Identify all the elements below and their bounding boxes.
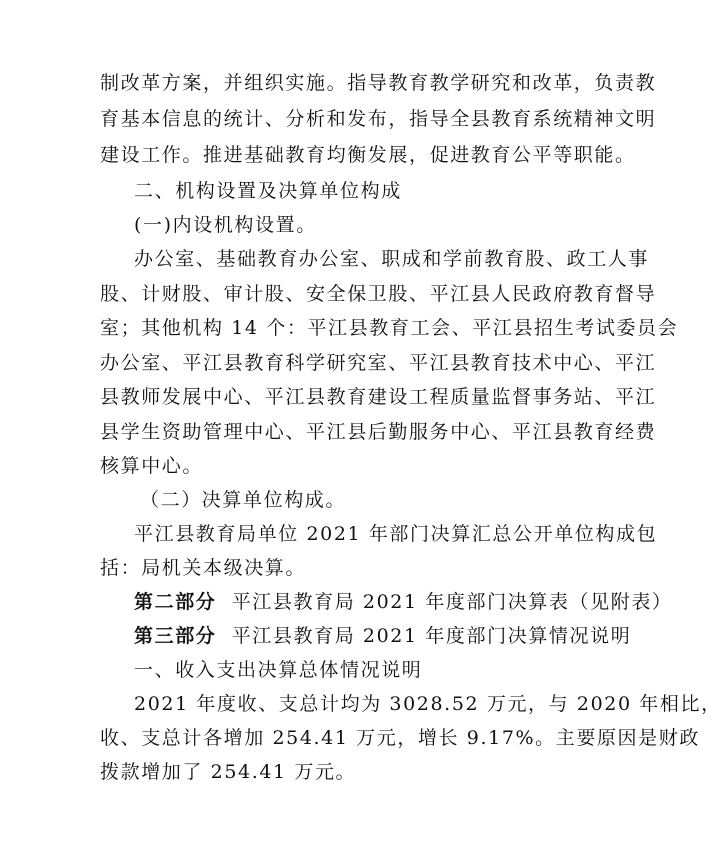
part-two-line [134,590,673,614]
summary-line-3: 拨款增加了 254.41 万元。 [100,761,357,783]
subsection-two-heading: （二）决算单位构成。 [140,489,347,511]
summary-line-2: 收、支总计各增加 254.41 万元，增长 9.17%。主要原因是财政 [100,727,700,749]
institutions-line-4: 办公室、平江县教育科学研究室、平江县教育技术中心、平江 [100,352,657,374]
composition-line-2: 括：局机关本级决算。 [100,557,307,579]
composition-line-1: 平江县教育局单位 2021 年部门决算汇总公开单位构成包 [134,523,658,545]
institutions-line-7: 核算中心。 [100,455,204,477]
part-three-text: 平江县教育局 2021 年度部门决算情况说明 [231,625,632,647]
subsection-one-heading: (一)内设机构设置。 [134,214,317,236]
institutions-line-1: 办公室、基础教育办公室、职成和学前教育股、政工人事 [134,248,650,270]
institutions-line-5: 县教师发展中心、平江县教育建设工程质量监督事务站、平江 [100,386,657,408]
intro-line-2: 育基本信息的统计、分析和发布，指导全县教育系统精神文明 [100,108,657,130]
part-three-line [134,624,631,648]
section-two-heading: 二、机构设置及决算单位构成 [134,180,402,202]
part-two-text: 平江县教育局 2021 年度部门决算表（见附表） [231,591,673,613]
intro-line-1: 制改革方案，并组织实施。指导教育教学研究和改革，负责教 [100,72,657,94]
institutions-line-6: 县学生资助管理中心、平江县后勤服务中心、平江县教育经费 [100,421,657,443]
part-three-label: 第三部分 [134,625,217,647]
institutions-line-3: 室；其他机构 14 个：平江县教育工会、平江县招生考试委员会 [100,317,679,339]
summary-line-1: 2021 年度收、支总计均为 3028.52 万元，与 2020 年相比， [134,693,722,715]
part-two-label: 第二部分 [134,591,217,613]
institutions-line-2: 股、计财股、审计股、安全保卫股、平江县人民政府教育督导 [100,283,657,305]
section-one-heading: 一、收入支出决算总体情况说明 [134,659,423,681]
intro-line-3: 建设工作。推进基础教育均衡发展，促进教育公平等职能。 [100,144,636,166]
